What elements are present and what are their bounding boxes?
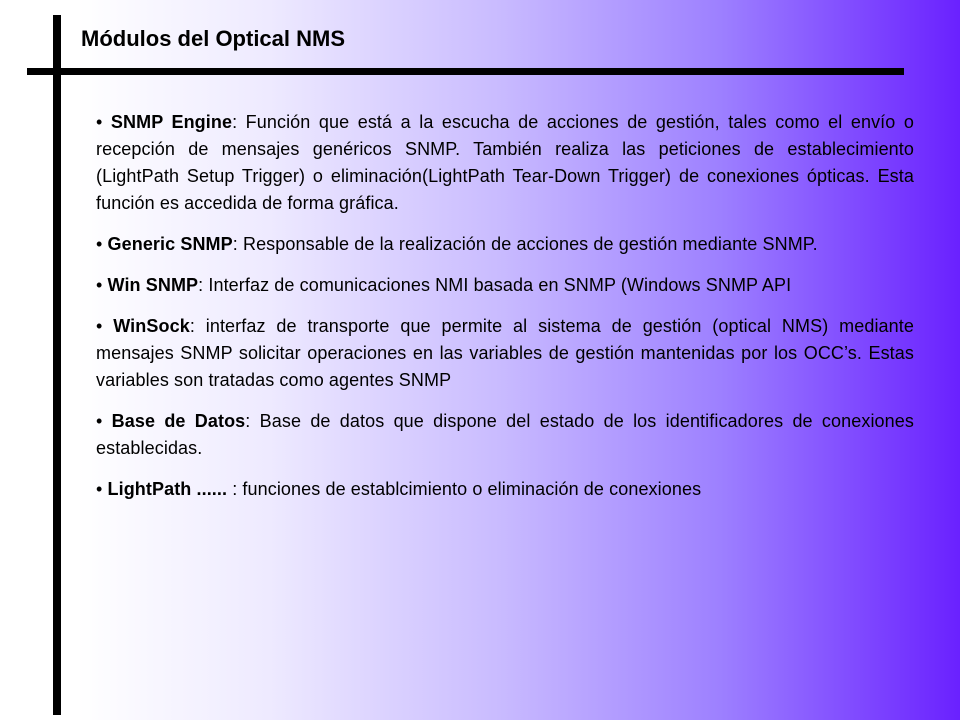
bullet-symbol: •	[96, 316, 103, 336]
horizontal-rule	[27, 68, 904, 75]
bullet-symbol: •	[96, 234, 103, 254]
bullet-item-lightpath	[96, 476, 914, 503]
bullet-symbol: •	[96, 479, 103, 499]
bullet-item-base-de-datos	[96, 408, 914, 462]
bullet-list	[96, 109, 914, 517]
bullet-text: : Función que está a la escucha de acciones de gestión, tales como el envío o recepción de mensajes genéricos SNMP. También realiza las peticiones de establecimiento (LightPath Setup Trigger) o eliminación(LightPath Tear-Down Trigger) de conexiones ópticas. Esta función es accedida de forma gráfica.	[96, 112, 914, 213]
bullet-text: : funciones de establcimiento o eliminación de conexiones	[227, 479, 702, 499]
slide-title: Módulos del Optical NMS	[81, 26, 346, 51]
bullet-text: : Interfaz de comunicaciones NMI basada en SNMP (Windows SNMP API	[198, 275, 792, 295]
bullet-term: Generic SNMP	[107, 234, 233, 254]
bullet-item-winsock	[96, 313, 914, 394]
bullet-term: WinSock	[113, 316, 190, 336]
bullet-symbol: •	[96, 112, 103, 132]
bullet-item-win-snmp	[96, 272, 914, 299]
bullet-term: LightPath ......	[107, 479, 228, 499]
bullet-symbol: •	[96, 411, 103, 431]
bullet-term: SNMP Engine	[110, 112, 233, 132]
bullet-term: Win SNMP	[107, 275, 199, 295]
bullet-text: : Base de datos que dispone del estado de los identificadores de conexiones establecidas.	[96, 411, 914, 458]
bullet-term: Base de Datos	[111, 411, 246, 431]
bullet-symbol: •	[96, 275, 103, 295]
vertical-rule	[53, 15, 61, 715]
bullet-text: : Responsable de la realización de acciones de gestión mediante SNMP.	[232, 234, 818, 254]
bullet-item-generic-snmp	[96, 231, 914, 258]
bullet-item-snmp-engine	[96, 109, 914, 217]
bullet-text: : interfaz de transporte que permite al sistema de gestión (optical NMS) mediante mensajes SNMP solicitar operaciones en las variables de gestión mantenidas por los OCC’s. Estas variables son tratadas como agentes SNMP	[96, 316, 914, 390]
